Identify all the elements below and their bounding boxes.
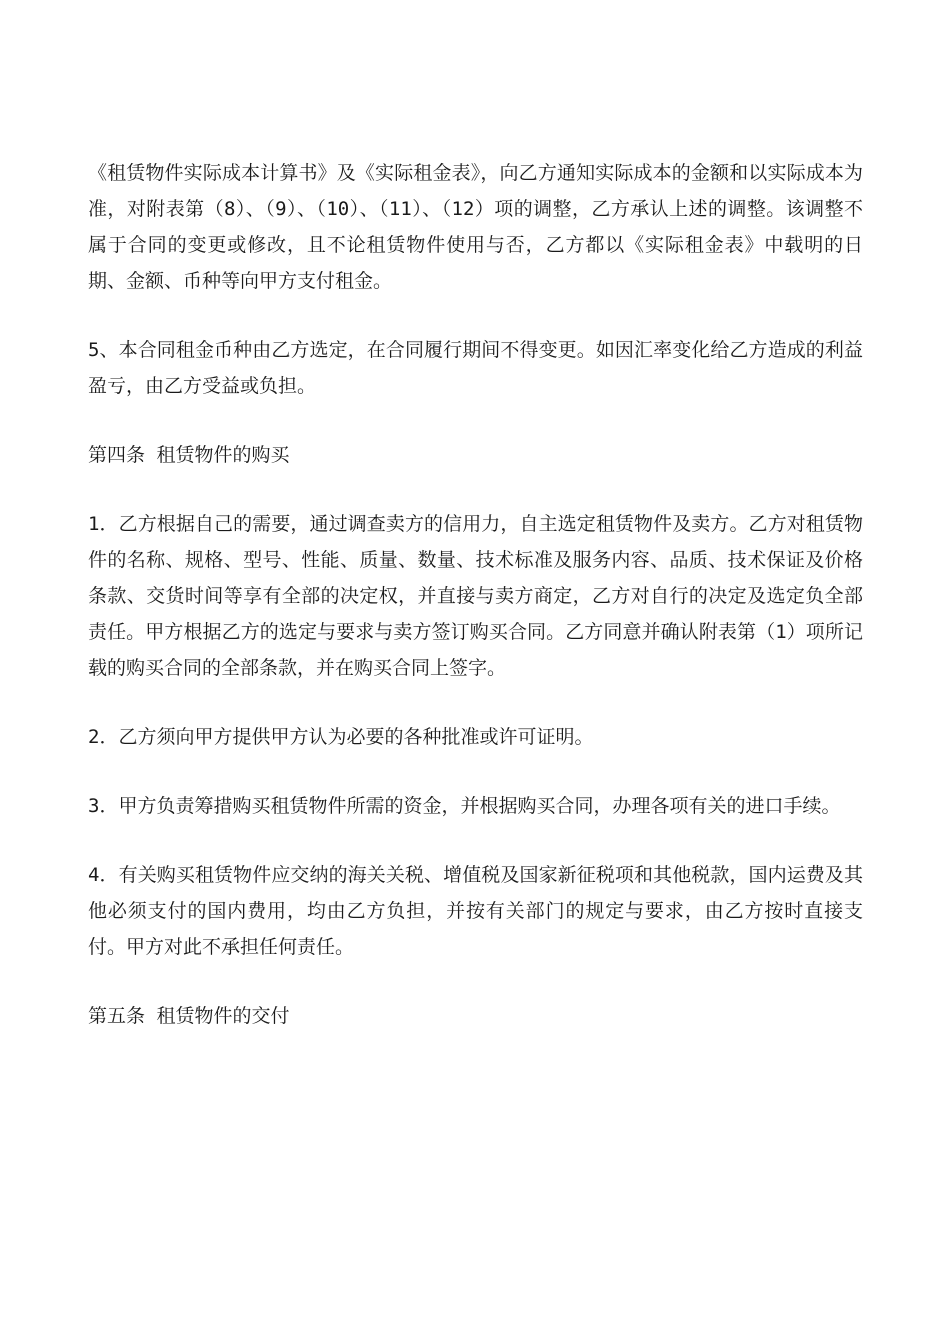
paragraph-article-4-item-1: 1．乙方根据自己的需要，通过调查卖方的信用力，自主选定租赁物件及卖方。乙方对租赁物件的名称、规格、型号、性能、质量、数量、技术标准及服务内容、品质、技术保证及价格条款、交货时间等享有全部的决定权，并直接与卖方商定，乙方对自行的决定及选定负全部责任。甲方根据乙方的选定与要求与卖方签订购买合同。乙方同意并确认附表第（1）项所记载的购买合同的全部条款，并在购买合同上签字。: [88, 513, 863, 679]
paragraph-article-4-item-4: 4．有关购买租赁物件应交纳的海关关税、增值税及国家新征税项和其他税款，国内运费及其他必须支付的国内费用，均由乙方负担，并按有关部门的规定与要求，由乙方按时直接支付。甲方对此不承担任何责任。: [88, 864, 863, 958]
paragraph-currency-clause: 5、本合同租金币种由乙方选定，在合同履行期间不得变更。如因汇率变化给乙方造成的利益盈亏，由乙方受益或负担。: [88, 339, 863, 397]
paragraph-article-4-item-3: 3．甲方负责筹措购买租赁物件所需的资金，并根据购买合同，办理各项有关的进口手续。: [88, 795, 841, 817]
paragraph-article-4-item-2: 2．乙方须向甲方提供甲方认为必要的各种批准或许可证明。: [88, 726, 594, 748]
section-heading-article-5: 第五条 租赁物件的交付: [88, 1005, 290, 1027]
paragraph-rent-adjustment: 《租赁物件实际成本计算书》及《实际租金表》，向乙方通知实际成本的金额和以实际成本为准，对附表第（8）、（9）、（10）、（11）、（12）项的调整，乙方承认上述的调整。该调整不属于合同的变更或修改，且不论租赁物件使用与否，乙方都以《实际租金表》中载明的日期、金额、币种等向甲方支付租金。: [88, 162, 863, 292]
document-body: [88, 155, 863, 1067]
section-heading-article-4: 第四条 租赁物件的购买: [88, 444, 290, 466]
